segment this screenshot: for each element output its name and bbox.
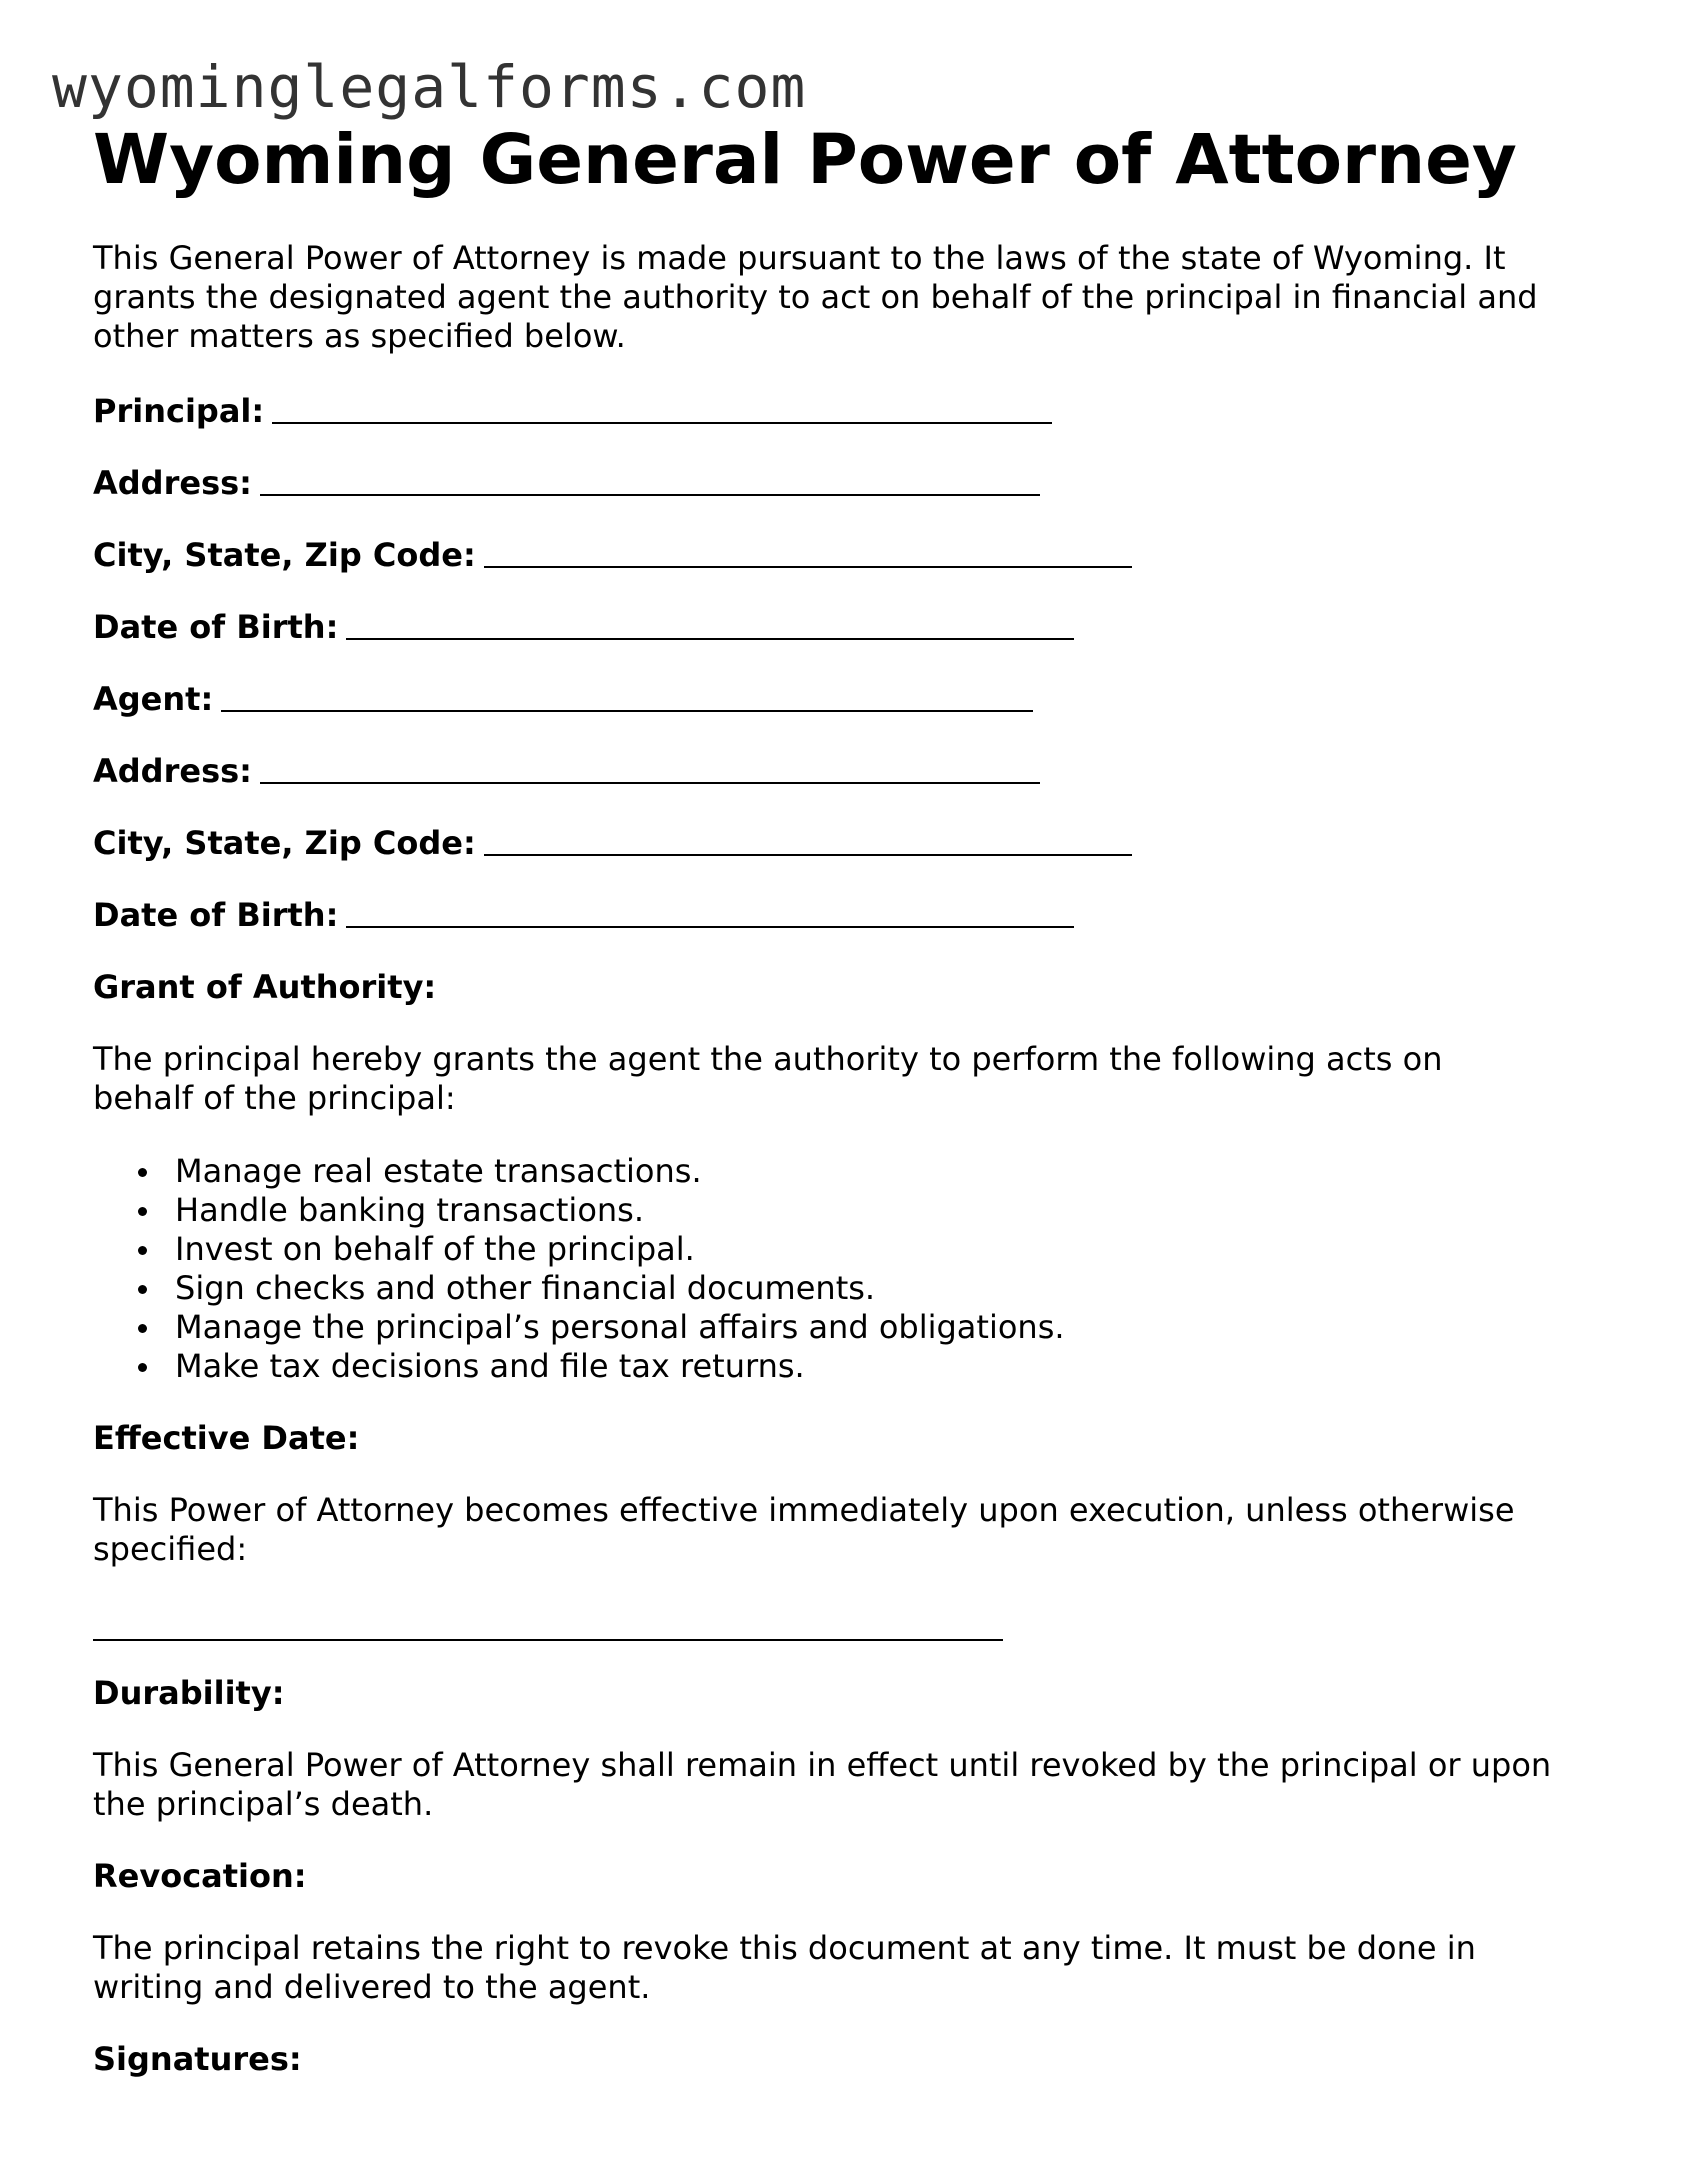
principal-dob-line[interactable] [346, 638, 1074, 640]
bullet-icon [138, 1246, 147, 1255]
durability-paragraph: This General Power of Attorney shall remain in effect until revoked by the principal or upon the principal’s death. [93, 1746, 1552, 1823]
bullet-icon [138, 1324, 147, 1333]
party-fields [93, 392, 1593, 935]
agent-address-field[interactable] [93, 752, 1593, 791]
effective-date-paragraph: This Power of Attorney becomes effective immediately upon execution, unless otherwise specified: [93, 1491, 1515, 1568]
effective-date-heading: Effective Date: [93, 1419, 360, 1457]
revocation-heading: Revocation: [93, 1857, 307, 1895]
bullet-icon [138, 1285, 147, 1294]
principal-address-field[interactable] [93, 464, 1593, 503]
list-item: Manage real estate transactions. [93, 1152, 1593, 1191]
principal-name-line[interactable] [272, 422, 1052, 424]
principal-name-field[interactable] [93, 392, 1593, 431]
document-body [93, 118, 1593, 2079]
intro-paragraph: This General Power of Attorney is made pursuant to the laws of the state of Wyoming. It grants the designated agent the authority to act on behalf of the principal in financial and other matters as specified below. [93, 239, 1538, 355]
agent-dob-label: Date of Birth: [93, 896, 339, 934]
agent-name-line[interactable] [221, 710, 1033, 712]
revocation-paragraph: The principal retains the right to revoke this document at any time. It must be done in writing and delivered to the agent. [93, 1929, 1476, 2006]
agent-address-line[interactable] [260, 782, 1040, 784]
agent-name-label: Agent: [93, 680, 214, 718]
bullet-icon [138, 1207, 147, 1216]
principal-dob-label: Date of Birth: [93, 608, 339, 646]
agent-name-field[interactable] [93, 680, 1593, 719]
principal-city-line[interactable] [484, 566, 1132, 568]
list-item: Sign checks and other financial documents. [93, 1269, 1593, 1308]
agent-address-label: Address: [93, 752, 252, 790]
grant-paragraph: The principal hereby grants the agent the authority to perform the following acts on behalf of the principal: [93, 1040, 1443, 1117]
agent-dob-field[interactable] [93, 896, 1593, 935]
principal-address-label: Address: [93, 464, 252, 502]
agent-city-line[interactable] [484, 854, 1132, 856]
agent-dob-line[interactable] [346, 926, 1074, 928]
principal-name-label: Principal: [93, 392, 265, 430]
principal-city-label: City, State, Zip Code: [93, 536, 476, 574]
list-item: Handle banking transactions. [93, 1191, 1593, 1230]
grant-list [93, 1152, 1593, 1386]
site-watermark: wyominglegalforms.com [52, 53, 807, 121]
durability-heading: Durability: [93, 1674, 285, 1712]
principal-city-field[interactable] [93, 536, 1593, 575]
principal-dob-field[interactable] [93, 608, 1593, 647]
grant-heading: Grant of Authority: [93, 968, 437, 1006]
agent-city-field[interactable] [93, 824, 1593, 863]
list-item: Make tax decisions and file tax returns. [93, 1347, 1593, 1386]
bullet-icon [138, 1168, 147, 1177]
page-title: Wyoming General Power of Attorney [93, 120, 1517, 200]
bullet-icon [138, 1363, 147, 1372]
list-item: Invest on behalf of the principal. [93, 1230, 1593, 1269]
list-item: Manage the principal’s personal affairs and obligations. [93, 1308, 1593, 1347]
agent-city-label: City, State, Zip Code: [93, 824, 476, 862]
principal-address-line[interactable] [260, 494, 1040, 496]
signatures-heading: Signatures: [93, 2040, 302, 2078]
effective-date-line[interactable] [93, 1639, 1003, 1641]
